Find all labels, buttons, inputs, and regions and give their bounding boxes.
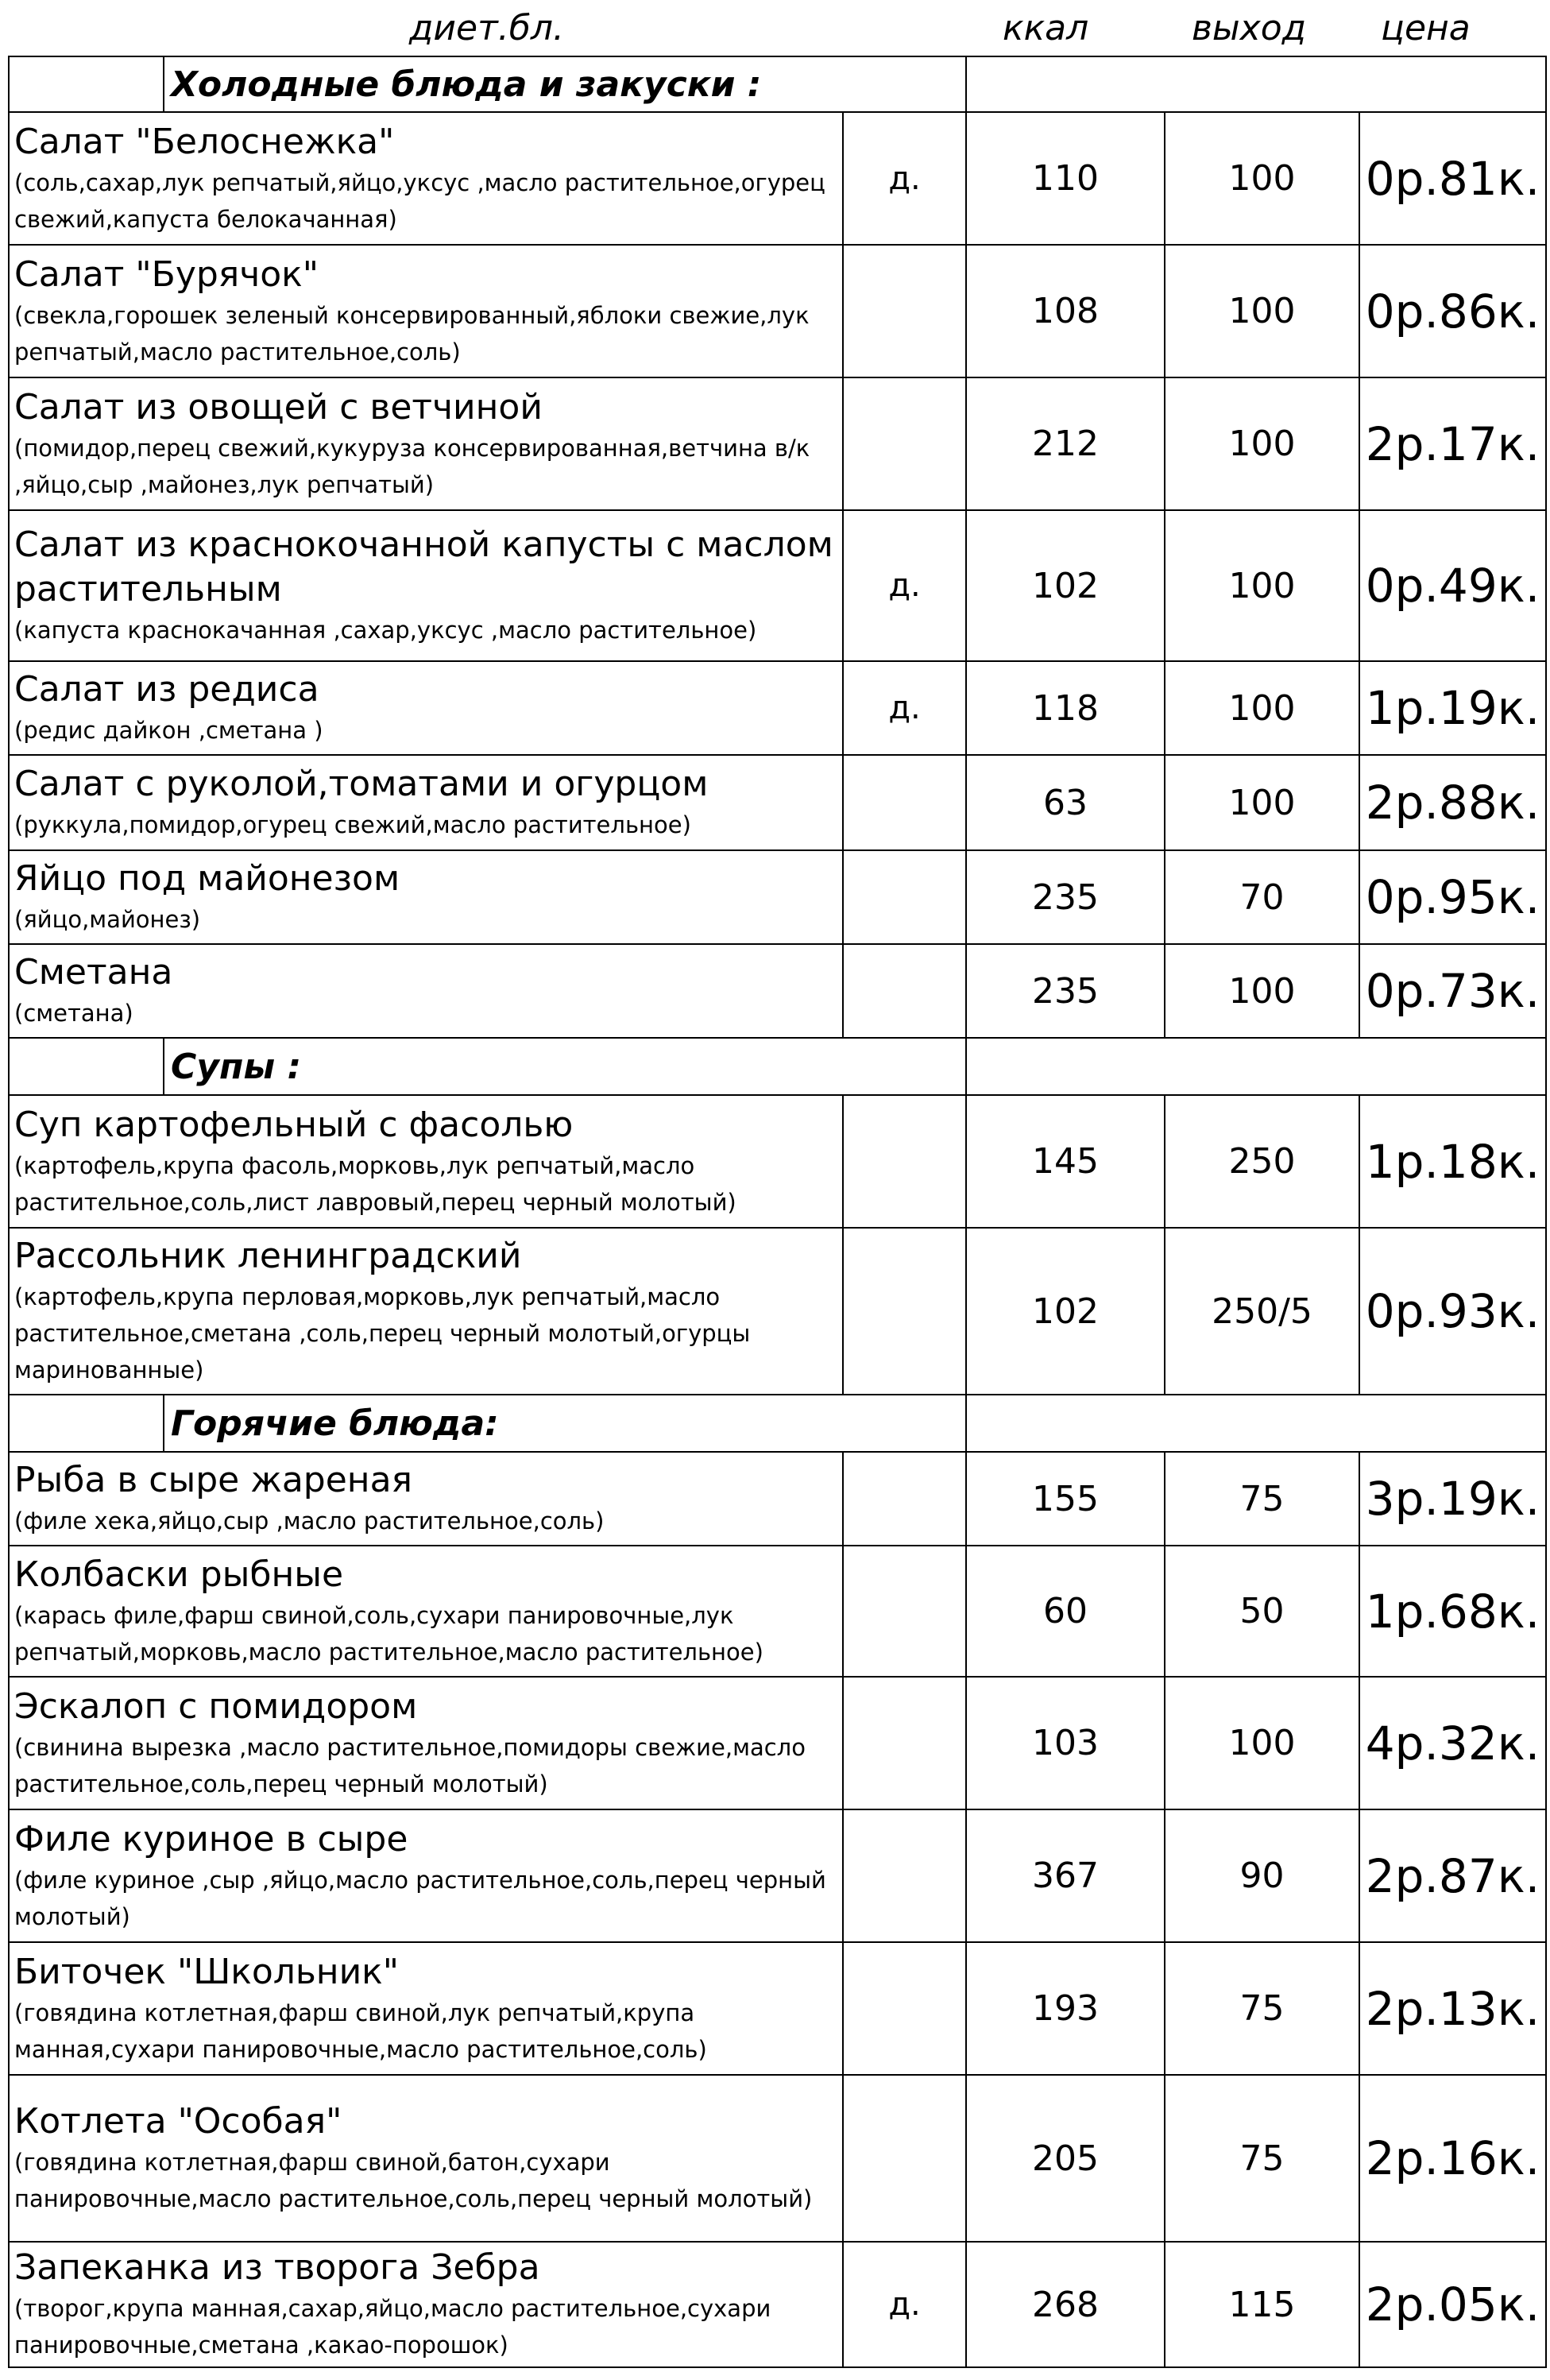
table-row <box>9 1228 1546 1395</box>
dish-ingredients: (карась филе,фарш свиной,соль,сухари панировочные,лук репчатый,морковь,масло растительное,масло растительное) <box>14 1601 763 1666</box>
table-row <box>9 1809 1546 1942</box>
kcal-value: 60 <box>966 1546 1165 1677</box>
kcal-value: 118 <box>966 661 1165 755</box>
table-row <box>9 2242 1546 2367</box>
yield-value: 100 <box>1165 1677 1359 1809</box>
yield-value: 250 <box>1165 1095 1359 1228</box>
dish-ingredients: (картофель,крупа перловая,морковь,лук репчатый,масло растительное,сметана ,соль,перец черный молотый,огурцы маринованные) <box>14 1283 751 1383</box>
diet-mark <box>843 1942 966 2075</box>
price-value: 4р.32к. <box>1359 1677 1546 1809</box>
kcal-value: 193 <box>966 1942 1165 2075</box>
section-title: Холодные блюда и закуски : <box>164 56 966 112</box>
yield-value: 100 <box>1165 510 1359 661</box>
table-row <box>9 1095 1546 1228</box>
header-yield: выход <box>1192 8 1307 48</box>
diet-mark: д. <box>843 661 966 755</box>
yield-value: 70 <box>1165 850 1359 944</box>
yield-value: 100 <box>1165 112 1359 245</box>
table-row <box>9 661 1546 755</box>
section-header <box>9 1038 1546 1095</box>
dish-name: Запеканка из творога Зебра <box>14 2247 540 2288</box>
price-value: 2р.87к. <box>1359 1809 1546 1942</box>
price-value: 0р.86к. <box>1359 245 1546 377</box>
dish-ingredients: (картофель,крупа фасоль,морковь,лук репчатый,масло растительное,соль,лист лавровый,перец черный молотый) <box>14 1151 736 1216</box>
diet-mark <box>843 1809 966 1942</box>
table-row <box>9 1677 1546 1809</box>
dish-name: Рассольник ленинградский <box>14 1236 522 1276</box>
table-row <box>9 245 1546 377</box>
yield-value: 100 <box>1165 661 1359 755</box>
table-row <box>9 112 1546 245</box>
header-diet: диет.бл. <box>409 8 564 48</box>
kcal-value: 102 <box>966 510 1165 661</box>
yield-value: 75 <box>1165 1942 1359 2075</box>
price-value: 2р.16к. <box>1359 2075 1546 2242</box>
kcal-value: 268 <box>966 2242 1165 2367</box>
yield-value: 75 <box>1165 1452 1359 1546</box>
price-value: 2р.17к. <box>1359 377 1546 510</box>
price-value: 1р.68к. <box>1359 1546 1546 1677</box>
price-value: 2р.88к. <box>1359 755 1546 850</box>
section-title: Супы : <box>164 1038 966 1095</box>
price-value: 2р.13к. <box>1359 1942 1546 2075</box>
kcal-value: 108 <box>966 245 1165 377</box>
dish-name: Котлета "Особая" <box>14 2101 342 2142</box>
diet-mark <box>843 377 966 510</box>
dish-name: Рыба в сыре жареная <box>14 1460 412 1500</box>
kcal-value: 235 <box>966 944 1165 1038</box>
dish-name: Салат "Белоснежка" <box>14 121 395 162</box>
kcal-value: 63 <box>966 755 1165 850</box>
diet-mark <box>843 850 966 944</box>
diet-mark <box>843 2075 966 2242</box>
kcal-value: 235 <box>966 850 1165 944</box>
diet-mark <box>843 755 966 850</box>
table-row <box>9 1546 1546 1677</box>
dish-name: Филе куриное в сыре <box>14 1818 408 1859</box>
price-value: 0р.49к. <box>1359 510 1546 661</box>
kcal-value: 103 <box>966 1677 1165 1809</box>
price-value: 0р.95к. <box>1359 850 1546 944</box>
dish-name: Сметана <box>14 952 173 993</box>
yield-value: 100 <box>1165 944 1359 1038</box>
dish-ingredients: (редис дайкон ,сметана ) <box>14 717 323 744</box>
price-value: 0р.93к. <box>1359 1228 1546 1395</box>
price-value: 0р.81к. <box>1359 112 1546 245</box>
price-value: 2р.05к. <box>1359 2242 1546 2367</box>
dish-ingredients: (говядина котлетная,фарш свиной,лук репчатый,крупа манная,сухари панировочные,масло растительное,соль) <box>14 1999 707 2063</box>
section-header <box>9 1395 1546 1452</box>
diet-mark: д. <box>843 510 966 661</box>
dish-ingredients: (свинина вырезка ,масло растительное,помидоры свежие,масло растительное,соль,перец черный молотый) <box>14 1733 806 1798</box>
yield-value: 75 <box>1165 2075 1359 2242</box>
diet-mark <box>843 245 966 377</box>
yield-value: 100 <box>1165 755 1359 850</box>
yield-value: 250/5 <box>1165 1228 1359 1395</box>
price-value: 1р.19к. <box>1359 661 1546 755</box>
yield-value: 50 <box>1165 1546 1359 1677</box>
dish-name: Эскалоп с помидором <box>14 1685 418 1727</box>
dish-ingredients: (соль,сахар,лук репчатый,яйцо,уксус ,масло растительное,огурец свежий,капуста белокачанная) <box>14 168 825 233</box>
price-value: 1р.18к. <box>1359 1095 1546 1228</box>
dish-name: Салат из краснокочанной капусты с маслом растительным <box>14 524 833 610</box>
table-row <box>9 510 1546 661</box>
section-header <box>9 56 1546 112</box>
kcal-value: 367 <box>966 1809 1165 1942</box>
header-kcal: ккал <box>1003 8 1089 48</box>
dish-ingredients: (капуста краснокачанная ,сахар,уксус ,масло растительное) <box>14 617 757 644</box>
diet-mark <box>843 1452 966 1546</box>
kcal-value: 155 <box>966 1452 1165 1546</box>
yield-value: 100 <box>1165 245 1359 377</box>
dish-name: Салат из редиса <box>14 669 319 710</box>
header-price: цена <box>1381 8 1471 48</box>
dish-ingredients: (говядина котлетная,фарш свиной,батон,сухари панировочные,масло растительное,соль,перец черный молотый) <box>14 2149 813 2212</box>
table-row <box>9 944 1546 1038</box>
dish-ingredients: (свекла,горошек зеленый консервированный,яблоки свежие,лук репчатый,масло растительное,соль) <box>14 301 810 366</box>
dish-ingredients: (яйцо,майонез) <box>14 906 201 933</box>
dish-name: Яйцо под майонезом <box>14 858 400 899</box>
dish-ingredients: (сметана) <box>14 1000 133 1027</box>
kcal-value: 212 <box>966 377 1165 510</box>
kcal-value: 205 <box>966 2075 1165 2242</box>
table-row <box>9 2075 1546 2242</box>
table-row <box>9 1452 1546 1546</box>
kcal-value: 145 <box>966 1095 1165 1228</box>
diet-mark <box>843 1095 966 1228</box>
dish-name: Колбаски рыбные <box>14 1554 344 1595</box>
dish-name: Суп картофельный с фасолью <box>14 1104 574 1145</box>
dish-name: Биточек "Школьник" <box>14 1951 399 1992</box>
dish-ingredients: (филе хека,яйцо,сыр ,масло растительное,соль) <box>14 1507 605 1534</box>
table-row <box>9 755 1546 850</box>
dish-name: Салат с руколой,томатами и огурцом <box>14 764 709 804</box>
dish-ingredients: (филе куриное ,сыр ,яйцо,масло растительное,соль,перец черный молотый) <box>14 1866 826 1930</box>
diet-mark <box>843 944 966 1038</box>
dish-name: Салат из овощей с ветчиной <box>14 386 543 428</box>
yield-value: 100 <box>1165 377 1359 510</box>
kcal-value: 110 <box>966 112 1165 245</box>
table-row <box>9 850 1546 944</box>
diet-mark: д. <box>843 2242 966 2367</box>
dish-name: Салат "Бурячок" <box>14 253 319 295</box>
menu-table <box>8 56 1547 2368</box>
column-header <box>0 0 1550 56</box>
kcal-value: 102 <box>966 1228 1165 1395</box>
diet-mark: д. <box>843 112 966 245</box>
diet-mark <box>843 1546 966 1677</box>
yield-value: 90 <box>1165 1809 1359 1942</box>
diet-mark <box>843 1228 966 1395</box>
table-row <box>9 377 1546 510</box>
dish-ingredients: (помидор,перец свежий,кукуруза консервированная,ветчина в/к ,яйцо,сыр ,майонез,лук репчатый) <box>14 434 810 498</box>
dish-ingredients: (руккула,помидор,огурец свежий,масло растительное) <box>14 811 691 838</box>
price-value: 0р.73к. <box>1359 944 1546 1038</box>
table-row <box>9 1942 1546 2075</box>
dish-ingredients: (творог,крупа манная,сахар,яйцо,масло растительное,сухари панировочные,сметана ,какао-порошок) <box>14 2295 771 2359</box>
section-title: Горячие блюда: <box>164 1395 966 1452</box>
yield-value: 115 <box>1165 2242 1359 2367</box>
diet-mark <box>843 1677 966 1809</box>
price-value: 3р.19к. <box>1359 1452 1546 1546</box>
